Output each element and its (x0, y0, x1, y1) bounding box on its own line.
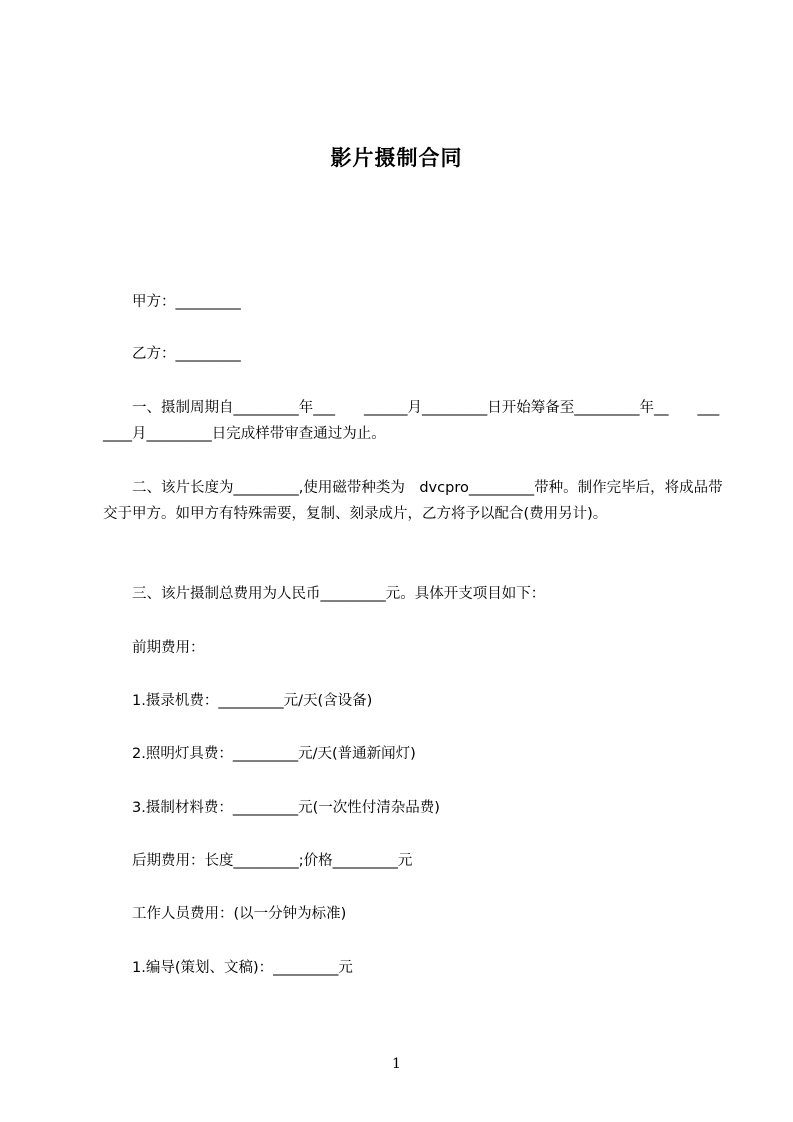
staff-fee-heading: 工作人员费用：(以一分钟为标准) (103, 906, 347, 922)
party-b-line: 乙方：_________ (103, 346, 241, 362)
page-number: 1 (392, 1056, 401, 1072)
clause-3-fees: 三、该片摄制总费用为人民币_________元。具体开支项目如下： (103, 586, 546, 602)
pre-production-heading: 前期费用： (103, 640, 205, 656)
post-production-fee: 后期费用：长度_________;价格_________元 (103, 853, 413, 869)
clause-1-schedule: 一、摄制周期自_________年___ ______月_________日开始筹备至_________年__ _______月_________日完成样带审查通过为止。 (103, 400, 720, 442)
fee-item-director: 1.编导(策划、文稿)：_________元 (103, 960, 353, 976)
clause-2-length: 二、该片长度为_________,使用磁带种类为 dvcpro_________带种。制作完毕后，将成品带交于甲方。如甲方有特殊需要，复制、刻录成片，乙方将予以配合(费用另计)。 (103, 480, 723, 522)
party-a-line: 甲方：_________ (103, 294, 241, 310)
document-title: 影片摄制合同 (330, 146, 463, 170)
fee-item-lighting: 2.照明灯具费：_________元/天(普通新闻灯) (103, 746, 416, 762)
fee-item-camera: 1.摄录机费：_________元/天(含设备) (103, 693, 373, 709)
fee-item-materials: 3.摄制材料费：_________元(一次性付清杂品费) (103, 800, 440, 816)
